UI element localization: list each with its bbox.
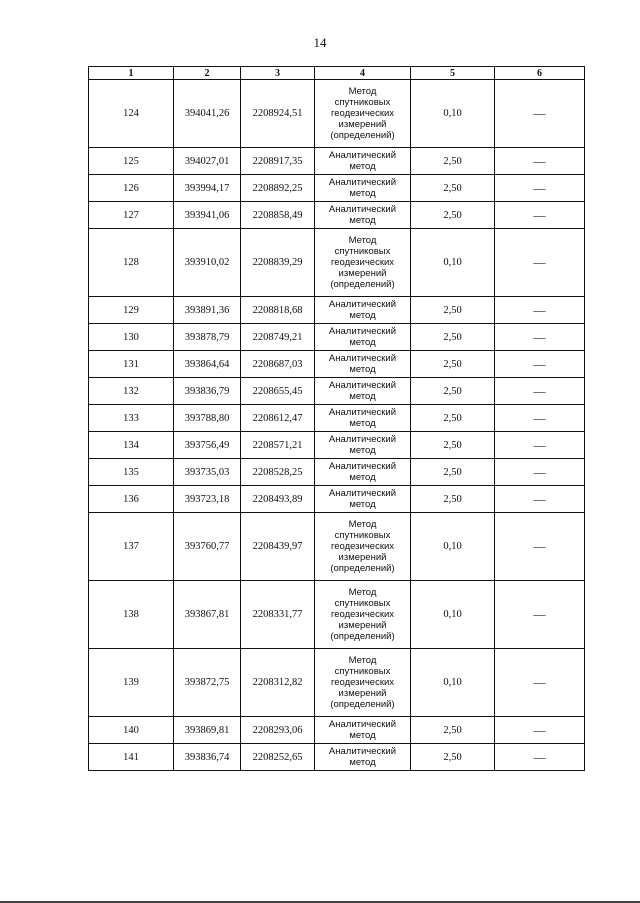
note-cell: —: [495, 148, 585, 175]
note-cell: —: [495, 717, 585, 744]
table-row: [89, 486, 585, 513]
x-coordinate-cell: 393994,17: [174, 175, 241, 202]
table-row: [89, 202, 585, 229]
note-cell: —: [495, 202, 585, 229]
point-number-cell: 140: [89, 717, 174, 744]
point-number-cell: 127: [89, 202, 174, 229]
coordinates-table: [88, 66, 585, 771]
column-header: 1: [89, 67, 174, 80]
table-row: [89, 80, 585, 148]
point-number-cell: 130: [89, 324, 174, 351]
table-row: [89, 459, 585, 486]
point-number-cell: 131: [89, 351, 174, 378]
note-cell: —: [495, 432, 585, 459]
x-coordinate-cell: 393760,77: [174, 513, 241, 581]
accuracy-cell: 2,50: [411, 351, 495, 378]
point-number-cell: 129: [89, 297, 174, 324]
point-number-cell: 137: [89, 513, 174, 581]
accuracy-cell: 2,50: [411, 324, 495, 351]
x-coordinate-cell: 393864,64: [174, 351, 241, 378]
x-coordinate-cell: 393910,02: [174, 229, 241, 297]
note-cell: —: [495, 80, 585, 148]
method-cell: Аналитический метод: [315, 405, 411, 432]
method-cell: Аналитический метод: [315, 351, 411, 378]
accuracy-cell: 2,50: [411, 486, 495, 513]
note-cell: —: [495, 581, 585, 649]
method-cell: Аналитический метод: [315, 148, 411, 175]
note-cell: —: [495, 744, 585, 771]
x-coordinate-cell: 393756,49: [174, 432, 241, 459]
x-coordinate-cell: 393891,36: [174, 297, 241, 324]
x-coordinate-cell: 393869,81: [174, 717, 241, 744]
accuracy-cell: 2,50: [411, 744, 495, 771]
table-row: [89, 351, 585, 378]
method-cell: Аналитический метод: [315, 432, 411, 459]
y-coordinate-cell: 2208858,49: [241, 202, 315, 229]
column-header: 4: [315, 67, 411, 80]
table-row: [89, 513, 585, 581]
x-coordinate-cell: 393867,81: [174, 581, 241, 649]
note-cell: —: [495, 486, 585, 513]
y-coordinate-cell: 2208528,25: [241, 459, 315, 486]
accuracy-cell: 0,10: [411, 513, 495, 581]
point-number-cell: 132: [89, 378, 174, 405]
accuracy-cell: 2,50: [411, 378, 495, 405]
y-coordinate-cell: 2208312,82: [241, 649, 315, 717]
method-cell: Метод спутниковых геодезических измерений (определений): [315, 513, 411, 581]
table-row: [89, 175, 585, 202]
method-cell: Метод спутниковых геодезических измерений (определений): [315, 649, 411, 717]
y-coordinate-cell: 2208571,21: [241, 432, 315, 459]
point-number-cell: 124: [89, 80, 174, 148]
y-coordinate-cell: 2208892,25: [241, 175, 315, 202]
column-header: 2: [174, 67, 241, 80]
y-coordinate-cell: 2208687,03: [241, 351, 315, 378]
accuracy-cell: 0,10: [411, 80, 495, 148]
table-row: [89, 717, 585, 744]
column-header: 5: [411, 67, 495, 80]
y-coordinate-cell: 2208493,89: [241, 486, 315, 513]
note-cell: —: [495, 324, 585, 351]
accuracy-cell: 2,50: [411, 459, 495, 486]
table-row: [89, 649, 585, 717]
accuracy-cell: 2,50: [411, 717, 495, 744]
table-row: [89, 229, 585, 297]
column-header: 3: [241, 67, 315, 80]
table-row: [89, 324, 585, 351]
note-cell: —: [495, 649, 585, 717]
y-coordinate-cell: 2208749,21: [241, 324, 315, 351]
method-cell: Метод спутниковых геодезических измерений (определений): [315, 80, 411, 148]
accuracy-cell: 2,50: [411, 148, 495, 175]
note-cell: —: [495, 351, 585, 378]
point-number-cell: 128: [89, 229, 174, 297]
point-number-cell: 133: [89, 405, 174, 432]
x-coordinate-cell: 393872,75: [174, 649, 241, 717]
point-number-cell: 135: [89, 459, 174, 486]
table-row: [89, 405, 585, 432]
x-coordinate-cell: 393836,74: [174, 744, 241, 771]
x-coordinate-cell: 393941,06: [174, 202, 241, 229]
table-row: [89, 148, 585, 175]
point-number-cell: 139: [89, 649, 174, 717]
y-coordinate-cell: 2208252,65: [241, 744, 315, 771]
accuracy-cell: 2,50: [411, 175, 495, 202]
page-number: 14: [313, 35, 327, 50]
point-number-cell: 134: [89, 432, 174, 459]
accuracy-cell: 0,10: [411, 581, 495, 649]
y-coordinate-cell: 2208612,47: [241, 405, 315, 432]
point-number-cell: 126: [89, 175, 174, 202]
note-cell: —: [495, 405, 585, 432]
note-cell: —: [495, 175, 585, 202]
x-coordinate-cell: 393788,80: [174, 405, 241, 432]
method-cell: Метод спутниковых геодезических измерений (определений): [315, 581, 411, 649]
method-cell: Аналитический метод: [315, 378, 411, 405]
y-coordinate-cell: 2208439,97: [241, 513, 315, 581]
y-coordinate-cell: 2208655,45: [241, 378, 315, 405]
table-row: [89, 378, 585, 405]
accuracy-cell: 0,10: [411, 649, 495, 717]
accuracy-cell: 0,10: [411, 229, 495, 297]
method-cell: Аналитический метод: [315, 486, 411, 513]
column-header: 6: [495, 67, 585, 80]
y-coordinate-cell: 2208293,06: [241, 717, 315, 744]
note-cell: —: [495, 459, 585, 486]
method-cell: Метод спутниковых геодезических измерений (определений): [315, 229, 411, 297]
x-coordinate-cell: 393836,79: [174, 378, 241, 405]
method-cell: Аналитический метод: [315, 459, 411, 486]
note-cell: —: [495, 229, 585, 297]
accuracy-cell: 2,50: [411, 297, 495, 324]
accuracy-cell: 2,50: [411, 432, 495, 459]
accuracy-cell: 2,50: [411, 405, 495, 432]
point-number-cell: 138: [89, 581, 174, 649]
x-coordinate-cell: 393735,03: [174, 459, 241, 486]
method-cell: Аналитический метод: [315, 744, 411, 771]
x-coordinate-cell: 394027,01: [174, 148, 241, 175]
table-row: [89, 432, 585, 459]
table-row: [89, 297, 585, 324]
y-coordinate-cell: 2208818,68: [241, 297, 315, 324]
point-number-cell: 141: [89, 744, 174, 771]
method-cell: Аналитический метод: [315, 297, 411, 324]
table-row: [89, 581, 585, 649]
table-row: [89, 744, 585, 771]
x-coordinate-cell: 393723,18: [174, 486, 241, 513]
note-cell: —: [495, 378, 585, 405]
accuracy-cell: 2,50: [411, 202, 495, 229]
y-coordinate-cell: 2208917,35: [241, 148, 315, 175]
y-coordinate-cell: 2208331,77: [241, 581, 315, 649]
x-coordinate-cell: 393878,79: [174, 324, 241, 351]
note-cell: —: [495, 513, 585, 581]
y-coordinate-cell: 2208839,29: [241, 229, 315, 297]
note-cell: —: [495, 297, 585, 324]
point-number-cell: 136: [89, 486, 174, 513]
table-header-row: [89, 67, 585, 80]
point-number-cell: 125: [89, 148, 174, 175]
method-cell: Аналитический метод: [315, 717, 411, 744]
method-cell: Аналитический метод: [315, 324, 411, 351]
x-coordinate-cell: 394041,26: [174, 80, 241, 148]
table-body: [89, 80, 585, 771]
method-cell: Аналитический метод: [315, 202, 411, 229]
method-cell: Аналитический метод: [315, 175, 411, 202]
y-coordinate-cell: 2208924,51: [241, 80, 315, 148]
